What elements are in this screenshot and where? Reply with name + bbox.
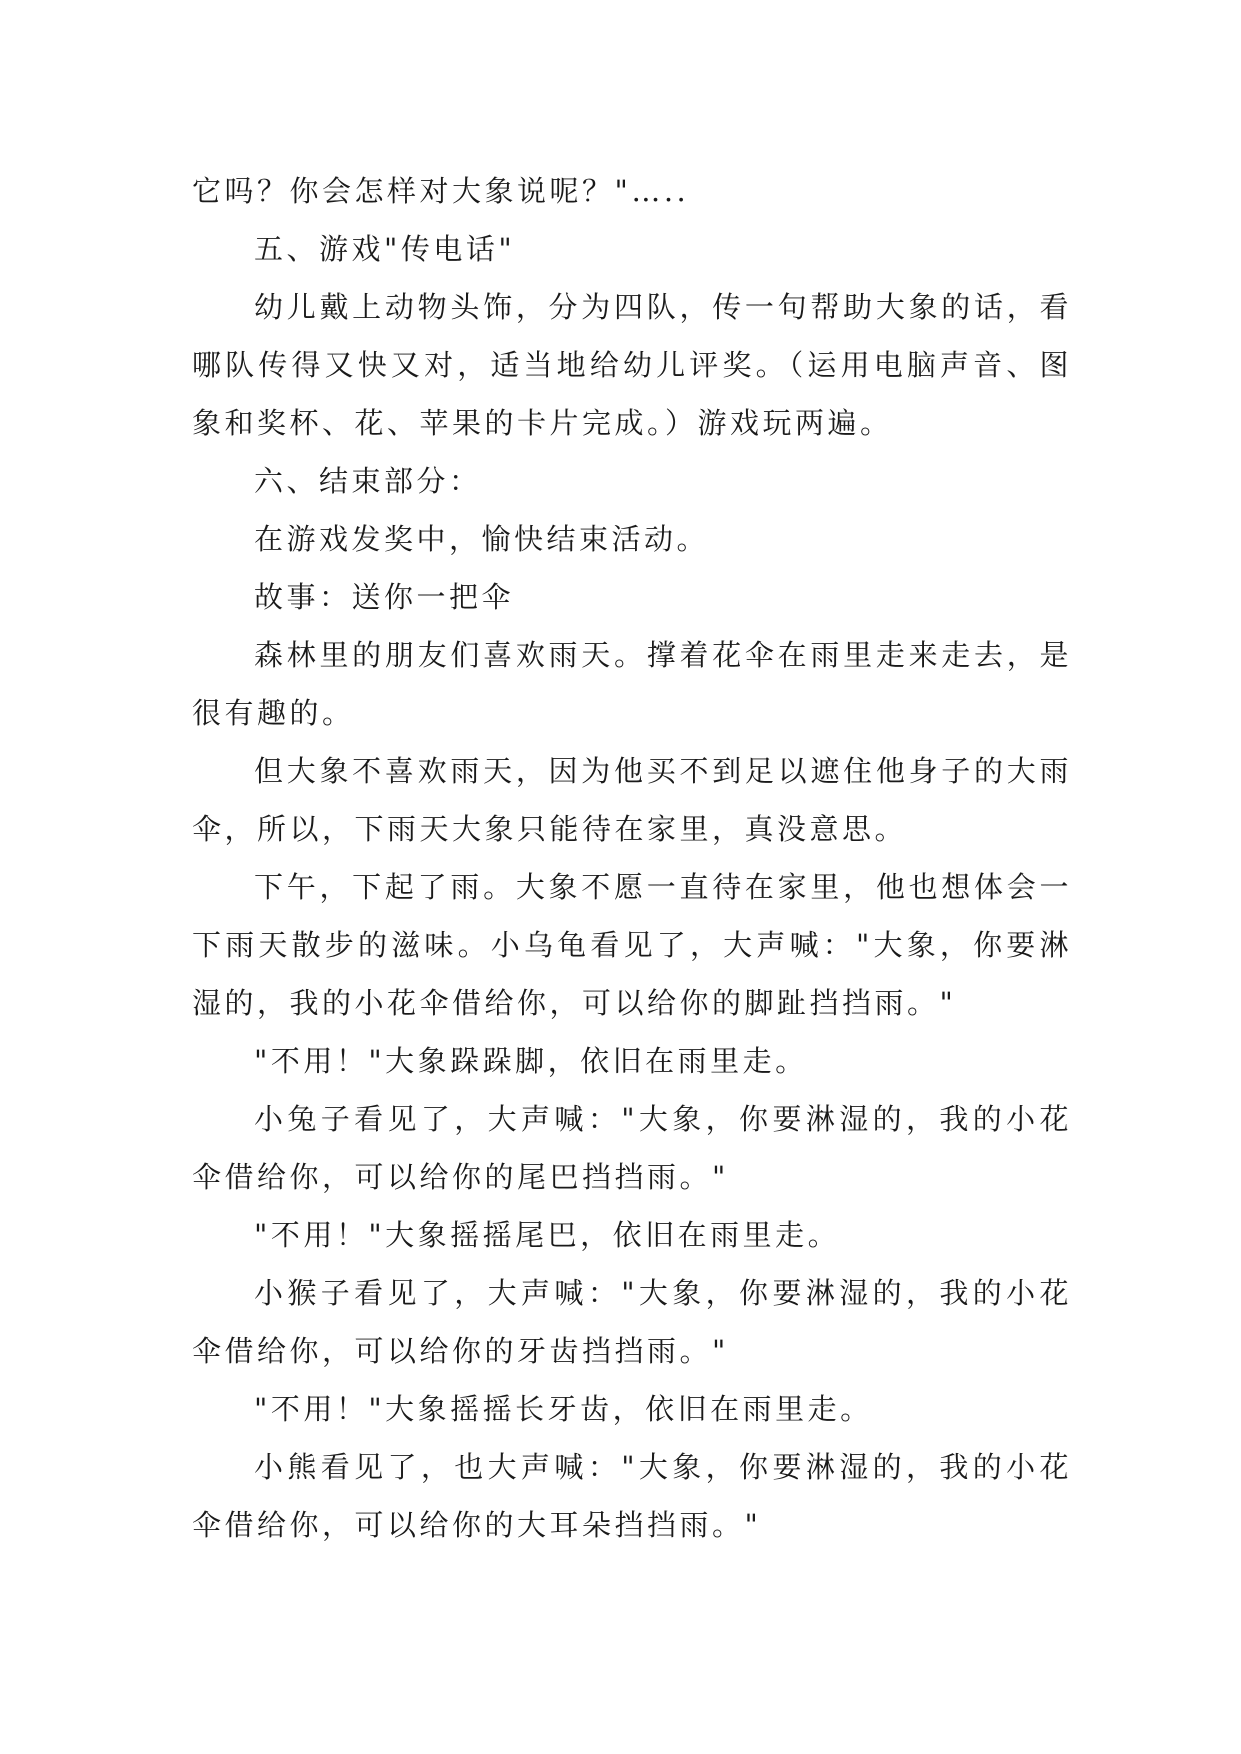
story-paragraph: "不用！"大象跺跺脚，依旧在雨里走。 — [254, 1044, 808, 1078]
paragraph-game-description: 幼儿戴上动物头饰，分为四队，传一句帮助大象的话，看哪队传得又快又对，适当地给幼儿评奖。（运用电脑声音、图象和奖杯、花、苹果的卡片完成。）游戏玩两遍。 — [192, 290, 1072, 440]
story-paragraph: 小猴子看见了，大声喊："大象，你要淋湿的，我的小花伞借给你，可以给你的牙齿挡挡雨。" — [192, 1276, 1072, 1368]
story-paragraph: 小兔子看见了，大声喊："大象，你要淋湿的，我的小花伞借给你，可以给你的尾巴挡挡雨。" — [192, 1102, 1072, 1194]
section-heading-ending: 六、结束部分： — [254, 464, 482, 498]
story-paragraph: 但大象不喜欢雨天，因为他买不到足以遮住他身子的大雨伞，所以，下雨天大象只能待在家里，真没意思。 — [192, 754, 1072, 846]
story-paragraph: 小熊看见了，也大声喊："大象，你要淋湿的，我的小花伞借给你，可以给你的大耳朵挡挡雨。" — [192, 1450, 1072, 1542]
paragraph-ending: 在游戏发奖中，愉快结束活动。 — [254, 522, 710, 556]
story-title: 故事：送你一把伞 — [254, 580, 515, 614]
story-paragraph: "不用！"大象摇摇长牙齿，依旧在雨里走。 — [254, 1392, 873, 1426]
story-paragraph: 下午，下起了雨。大象不愿一直待在家里，他也想体会一下雨天散步的滋味。小乌龟看见了，大声喊："大象，你要淋湿的，我的小花伞借给你，可以给你的脚趾挡挡雨。" — [192, 870, 1072, 1020]
paragraph-continuation: 它吗？你会怎样对大象说呢？"….. — [192, 174, 690, 208]
story-paragraph: 森林里的朋友们喜欢雨天。撑着花伞在雨里走来走去，是很有趣的。 — [192, 638, 1072, 730]
section-heading-game: 五、游戏"传电话" — [254, 232, 516, 266]
story-paragraph: "不用！"大象摇摇尾巴，依旧在雨里走。 — [254, 1218, 841, 1252]
document-body — [192, 162, 1072, 1554]
